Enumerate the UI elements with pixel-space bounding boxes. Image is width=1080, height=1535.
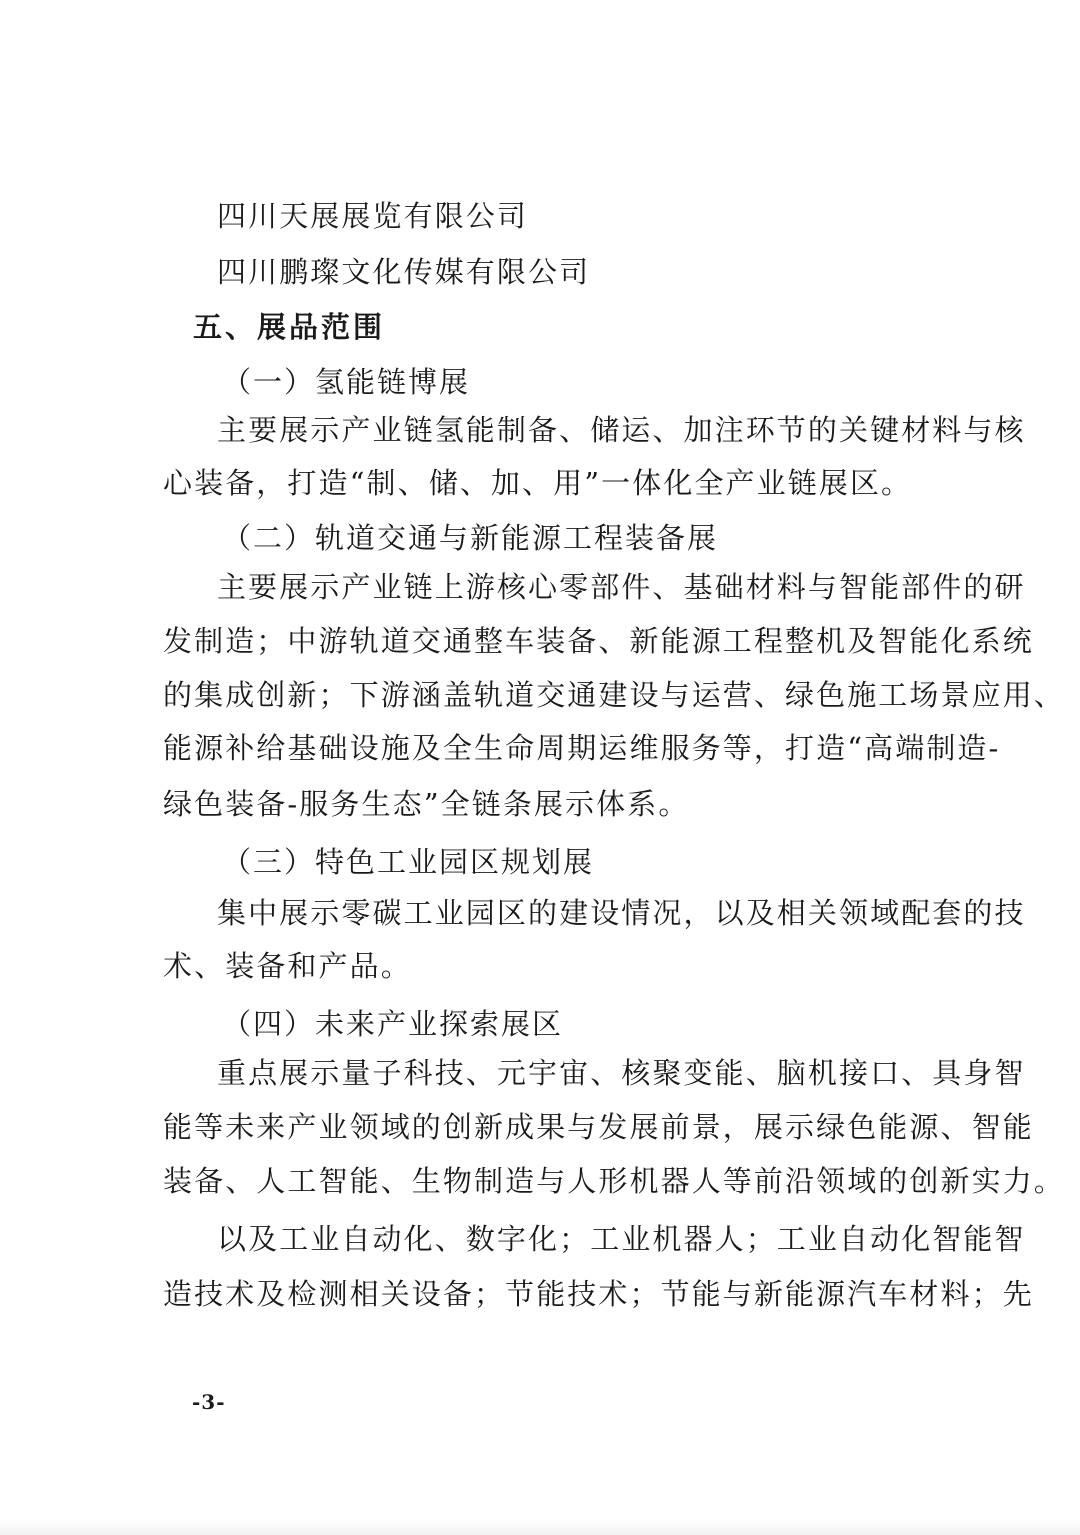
organizer-line: 四川天展展览有限公司 [217,199,529,233]
subsection-heading: （三）特色工业园区规划展 [222,845,595,879]
paragraph-line: 能源补给基础设施及全生命周期运维服务等，打造“高端制造- [163,731,1001,765]
paragraph-line: 重点展示量子科技、元宇宙、核聚变能、脑机接口、具身智 [217,1056,1026,1090]
page-number: -3- [192,1390,226,1414]
paragraph-line: 术、装备和产品。 [163,949,412,983]
paragraph-line: 集中展示零碳工业园区的建设情况，以及相关领域配套的技 [217,896,1026,930]
subsection-heading: （四）未来产业探索展区 [222,1007,564,1041]
paragraph-line: 心装备，打造“制、储、加、用”一体化全产业链展区。 [163,466,913,500]
subsection-heading: （一）氢能链博展 [222,365,471,399]
organizer-line: 四川鹏璨文化传媒有限公司 [217,255,591,289]
paragraph-line: 以及工业自动化、数字化；工业机器人；工业自动化智能智 [217,1222,1026,1256]
paragraph-line: 发制造；中游轨道交通整车装备、新能源工程整机及智能化系统 [163,624,1034,658]
paragraph-line: 主要展示产业链氢能制备、储运、加注环节的关键材料与核 [217,413,1026,447]
paragraph-line: 装备、人工智能、生物制造与人形机器人等前沿领域的创新实力。 [163,1164,1065,1198]
paragraph-line: 主要展示产业链上游核心零部件、基础材料与智能部件的研 [217,570,1026,604]
paragraph-line: 造技术及检测相关设备；节能技术；节能与新能源汽车材料；先 [163,1277,1034,1311]
scan-edge-shadow [0,1521,1080,1535]
paragraph-line: 绿色装备-服务生态”全链条展示体系。 [163,787,690,821]
section-title: 五、展品范围 [193,310,386,344]
subsection-heading: （二）轨道交通与新能源工程装备展 [222,521,719,555]
paragraph-line: 能等未来产业领域的创新成果与发展前景，展示绿色能源、智能 [163,1110,1034,1144]
paragraph-line: 的集成创新；下游涵盖轨道交通建设与运营、绿色施工场景应用、 [163,678,1065,712]
